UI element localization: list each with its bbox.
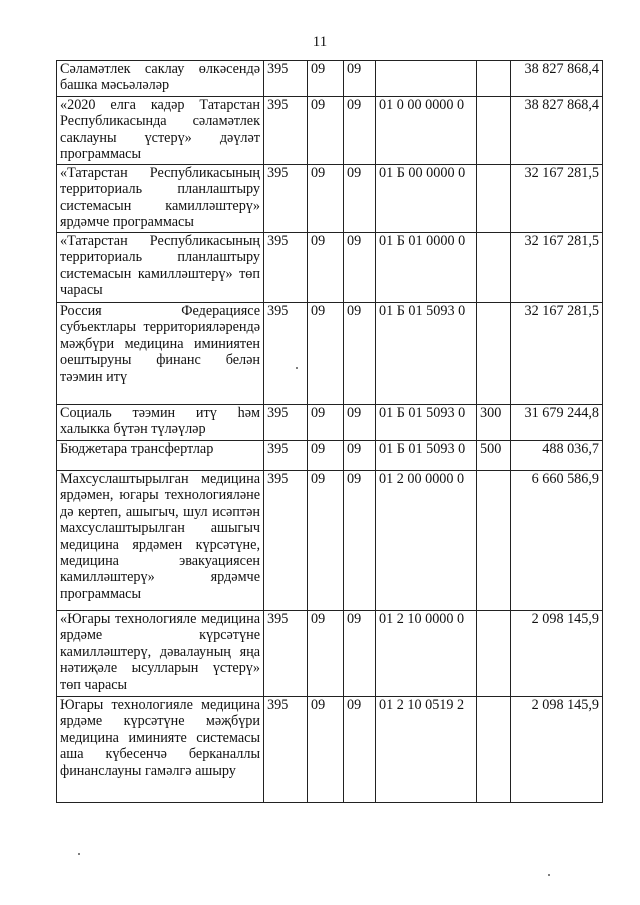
row-rz: 09	[308, 405, 344, 441]
row-amount: 32 167 281,5	[511, 165, 603, 233]
row-csr: 01 2 00 0000 0	[376, 471, 477, 611]
row-csr: 01 Б 00 0000 0	[376, 165, 477, 233]
row-name: Югары технологияле медицина ярдәме күрсәтүне мәҗбүри медицина иминияте системасы аша күбесенчә берканаллы финанслауны гамәлгә ашыру	[57, 697, 264, 803]
row-amount: 6 660 586,9	[511, 471, 603, 611]
row-csr: 01 Б 01 5093 0	[376, 405, 477, 441]
row-ved: 395	[264, 697, 308, 803]
row-csr: 01 2 10 0519 2	[376, 697, 477, 803]
row-vr	[477, 611, 511, 697]
row-vr	[477, 97, 511, 165]
budget-table	[56, 60, 603, 803]
row-ved: 395	[264, 441, 308, 471]
page-number: 11	[312, 34, 328, 50]
row-vr	[477, 165, 511, 233]
row-name: Социаль тәэмин итү һәм халыкка бүтән түләүләр	[57, 405, 264, 441]
row-ved: 395	[264, 405, 308, 441]
row-csr: 01 Б 01 5093 0	[376, 303, 477, 405]
row-pr: 09	[344, 697, 376, 803]
scan-speck	[78, 853, 80, 855]
row-rz: 09	[308, 611, 344, 697]
row-name: Бюджетара трансфертлар	[57, 441, 264, 471]
row-csr: 01 Б 01 5093 0	[376, 441, 477, 471]
row-pr: 09	[344, 611, 376, 697]
row-name: «Татарстан Республикасының территориаль планлаштыру системасын камилләштерү» ярдәмче программасы	[57, 165, 264, 233]
row-vr: 500	[477, 441, 511, 471]
row-rz: 09	[308, 303, 344, 405]
row-rz: 09	[308, 233, 344, 303]
row-pr: 09	[344, 233, 376, 303]
row-amount: 2 098 145,9	[511, 611, 603, 697]
table-row	[57, 611, 603, 697]
table-row	[57, 97, 603, 165]
row-amount: 32 167 281,5	[511, 303, 603, 405]
table-row	[57, 233, 603, 303]
row-vr	[477, 471, 511, 611]
row-amount: 38 827 868,4	[511, 61, 603, 97]
row-rz: 09	[308, 165, 344, 233]
table-row	[57, 165, 603, 233]
row-ved: 395	[264, 471, 308, 611]
row-amount: 32 167 281,5	[511, 233, 603, 303]
row-amount: 31 679 244,8	[511, 405, 603, 441]
row-csr: 01 Б 01 0000 0	[376, 233, 477, 303]
table-row	[57, 405, 603, 441]
table-row	[57, 303, 603, 405]
row-vr: 300	[477, 405, 511, 441]
row-pr: 09	[344, 61, 376, 97]
row-name: «2020 елга кадәр Татарстан Республикасында сәламәтлек саклауны үстерү» дәүләт программасы	[57, 97, 264, 165]
row-rz: 09	[308, 97, 344, 165]
row-pr: 09	[344, 97, 376, 165]
row-pr: 09	[344, 165, 376, 233]
row-ved: 395	[264, 233, 308, 303]
row-pr: 09	[344, 441, 376, 471]
row-amount: 2 098 145,9	[511, 697, 603, 803]
scan-speck	[296, 367, 298, 369]
row-rz: 09	[308, 61, 344, 97]
row-pr: 09	[344, 303, 376, 405]
row-pr: 09	[344, 405, 376, 441]
row-name: «Татарстан Республикасының территориаль планлаштыру системасын камилләштерү» төп чарасы	[57, 233, 264, 303]
row-ved: 395	[264, 97, 308, 165]
row-ved: 395	[264, 303, 308, 405]
row-amount: 488 036,7	[511, 441, 603, 471]
row-vr	[477, 697, 511, 803]
row-csr: 01 2 10 0000 0	[376, 611, 477, 697]
table-row	[57, 471, 603, 611]
table-row	[57, 441, 603, 471]
row-vr	[477, 303, 511, 405]
row-name: Сәламәтлек саклау өлкәсендә башка мәсьәләләр	[57, 61, 264, 97]
row-amount: 38 827 868,4	[511, 97, 603, 165]
row-name: «Югары технологияле медицина ярдәме күрсәтүне камилләштерү, дәвалауның яңа нәтиҗәле ысулларын үстерү» төп чарасы	[57, 611, 264, 697]
row-pr: 09	[344, 471, 376, 611]
row-name: Махсуслаштырылган медицина ярдәмен, югары технологияләне дә кертеп, ашыгыч, шул исәптән махсуслаштырылган ашыгыч медицина ярдәмен күрсәтүне, медицина эвакуациясен камилләштерү» ярдәмче программасы	[57, 471, 264, 611]
table-row	[57, 61, 603, 97]
row-ved: 395	[264, 61, 308, 97]
row-rz: 09	[308, 471, 344, 611]
row-csr	[376, 61, 477, 97]
row-ved: 395	[264, 165, 308, 233]
scan-speck	[548, 874, 550, 876]
row-vr	[477, 233, 511, 303]
row-ved: 395	[264, 611, 308, 697]
row-rz: 09	[308, 441, 344, 471]
row-csr: 01 0 00 0000 0	[376, 97, 477, 165]
row-name: Россия Федерациясе субъектлары территорияләрендә мәҗбүри медицина иминиятен оештыруны финанс белән тәэмин итү	[57, 303, 264, 405]
table-row	[57, 697, 603, 803]
row-vr	[477, 61, 511, 97]
row-rz: 09	[308, 697, 344, 803]
